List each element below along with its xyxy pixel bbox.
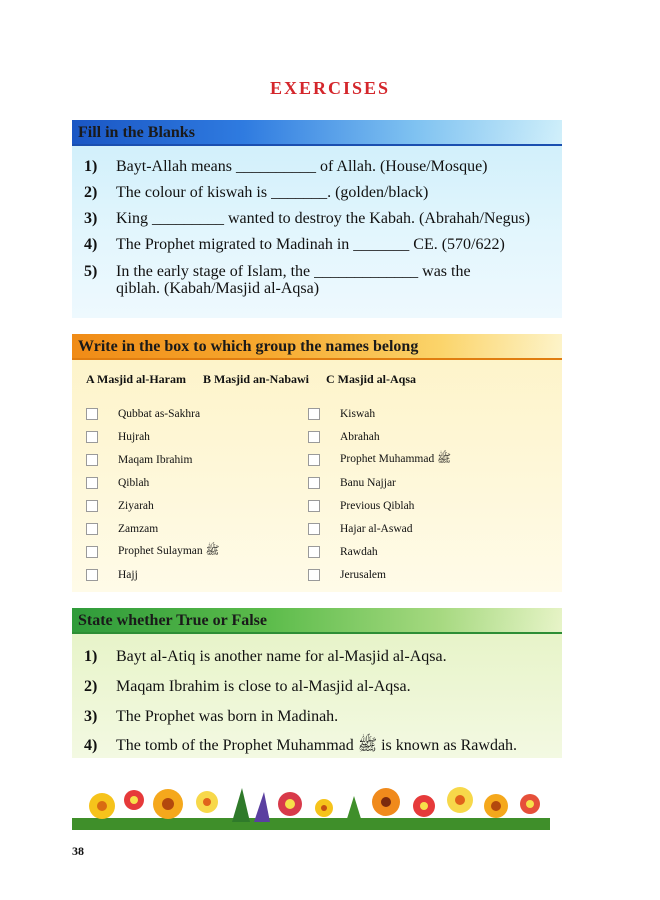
fill-blanks-section [72,120,562,318]
name-row [308,448,508,471]
name-label: Rawdah [340,545,378,558]
flower-border-illustration [72,778,550,830]
group-legend [86,372,430,387]
item-number: 5) [84,263,98,280]
item-text: Bayt-Allah means __________ of Allah. (House/Mosque) [116,158,488,175]
page-number: 38 [72,844,84,858]
name-label: Prophet Muhammad ﷺ [340,453,452,465]
name-row [86,402,286,425]
flower-icon [520,794,540,814]
left-name-column [86,402,286,586]
leaf-icon [346,796,362,822]
fill-blank-item [84,158,544,176]
item-text: The tomb of the Prophet Muhammad ﷺ is known as Rawdah. [116,737,518,754]
flower-icon [278,792,302,816]
name-label: Hajj [118,568,138,581]
flower-icon [315,799,333,817]
flower-icon [447,787,473,813]
name-row [308,471,508,494]
item-text: King _________ wanted to destroy the Kabah. (Abrahah/Negus) [116,210,531,227]
name-label: Previous Qiblah [340,499,415,512]
name-row [308,540,508,563]
item-number: 2) [84,678,98,695]
answer-box[interactable] [86,408,98,420]
group-a-label: A Masjid al-Haram [86,372,186,386]
item-number: 1) [84,158,98,175]
name-row [86,494,286,517]
item-number: 2) [84,184,98,201]
name-row [308,402,508,425]
name-label: Qiblah [118,476,150,489]
flower-icon [372,788,400,816]
item-text: In the early stage of Islam, the _____________ was the qiblah. (Kabah/Masjid al-Aqsa) [116,263,471,297]
answer-box[interactable] [86,431,98,443]
group-c-label: C Masjid al-Aqsa [326,372,417,386]
name-label: Qubbat as-Sakhra [118,407,201,420]
answer-box[interactable] [308,454,320,466]
name-row [86,425,286,448]
name-label: Abrahah [340,430,380,443]
item-number: 4) [84,236,98,253]
name-label: Zamzam [118,522,159,535]
name-row [86,448,286,471]
answer-box[interactable] [86,546,98,558]
flower-icon [484,794,508,818]
flower-icon [196,791,218,813]
fill-blank-item [84,210,544,228]
item-text: Maqam Ibrahim is close to al-Masjid al-Aqsa. [116,678,411,695]
true-false-item [84,648,544,666]
answer-box[interactable] [308,523,320,535]
name-row [308,425,508,448]
answer-box[interactable] [308,569,320,581]
fill-blank-item [84,236,544,254]
fill-blank-item [84,263,544,297]
item-number: 1) [84,648,98,665]
group-names-section [72,334,562,592]
name-label: Banu Najjar [340,476,396,489]
name-label: Kiswah [340,407,376,420]
answer-box[interactable] [86,569,98,581]
flower-icon [153,789,183,819]
true-false-item [84,737,544,755]
answer-box[interactable] [308,546,320,558]
name-row [86,540,286,563]
item-text: The Prophet was born in Madinah. [116,708,339,725]
answer-box[interactable] [308,408,320,420]
name-row [86,471,286,494]
name-label: Jerusalem [340,568,386,581]
answer-box[interactable] [308,431,320,443]
name-label: Prophet Sulayman ﷺ [118,545,220,557]
item-number: 3) [84,210,98,227]
answer-box[interactable] [86,523,98,535]
flower-icon [413,795,435,817]
answer-box[interactable] [308,500,320,512]
answer-box[interactable] [86,477,98,489]
item-text: Bayt al-Atiq is another name for al-Masjid al-Aqsa. [116,648,447,665]
answer-box[interactable] [86,454,98,466]
answer-box[interactable] [86,500,98,512]
page-title: EXERCISES [269,78,391,98]
fill-blank-item [84,184,544,202]
true-false-heading: State whether True or False [72,608,562,634]
item-text: The colour of kiswah is _______. (golden/black) [116,184,429,201]
group-names-heading: Write in the box to which group the names belong [72,334,562,360]
group-b-label: B Masjid an-Nabawi [203,372,310,386]
fill-blanks-heading: Fill in the Blanks [72,120,562,146]
item-text: The Prophet migrated to Madinah in _______ CE. (570/622) [116,236,505,253]
true-false-item [84,708,544,726]
answer-box[interactable] [308,477,320,489]
name-row [308,517,508,540]
item-number: 4) [84,737,98,754]
name-row [86,517,286,540]
name-row [308,494,508,517]
leaf-icon [232,788,270,822]
name-row [86,563,286,586]
name-label: Hajar al-Aswad [340,522,413,535]
flower-icon [124,790,144,810]
item-number: 3) [84,708,98,725]
right-name-column [308,402,508,586]
name-label: Hujrah [118,430,150,443]
name-label: Maqam Ibrahim [118,453,193,466]
flower-icon [89,793,115,819]
name-label: Ziyarah [118,499,154,512]
true-false-item [84,678,544,696]
true-false-section [72,608,562,758]
name-row [308,563,508,586]
